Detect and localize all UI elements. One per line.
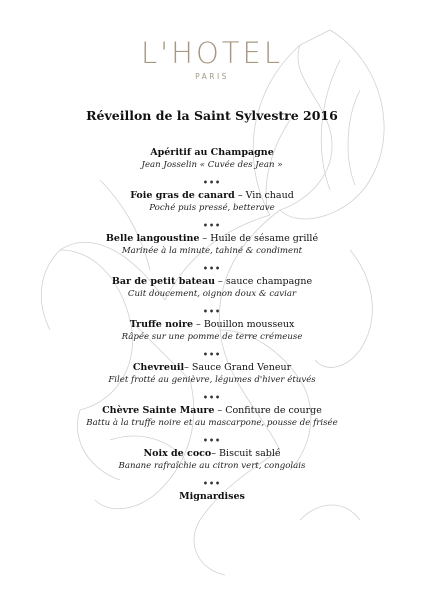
course-separator: ••• — [202, 478, 222, 488]
dish-accompaniment: – Huile de sésame grillé — [199, 233, 319, 244]
hotel-logo — [0, 38, 424, 81]
course-langoustine — [0, 232, 424, 258]
dish-accompaniment: – Sauce Grand Veneur — [184, 362, 292, 373]
course-mignardises: Mignardises — [179, 491, 245, 502]
course-separator: ••• — [202, 220, 222, 230]
dish-name: Belle langoustine — [105, 233, 200, 244]
course-noix-de-coco — [0, 447, 424, 473]
course-separator: ••• — [202, 349, 222, 359]
course-separator: ••• — [202, 435, 222, 445]
dish-name: Truffe noire — [129, 319, 194, 330]
course-separator: ••• — [202, 306, 222, 316]
menu-title: Réveillon de la Saint Sylvestre 2016 — [86, 108, 338, 123]
hotel-logo-wordmark: L'HOTEL — [141, 36, 283, 70]
dish-accompaniment: – Vin chaud — [234, 190, 294, 201]
dish-accompaniment: – Biscuit sablé — [211, 448, 281, 459]
course-separator: ••• — [202, 177, 222, 187]
dish-accompaniment: – Bouillon mousseux — [193, 319, 295, 330]
menu-list — [0, 146, 424, 503]
dish-note: Râpée sur une pomme de terre crémeuse — [121, 332, 303, 342]
dish-note: Filet frotté au genièvre, légumes d'hiver étuvés — [108, 375, 316, 385]
dish-note: Poché puis pressé, betterave — [149, 203, 275, 213]
dish-note: Banane rafraîchie au citron vert, congolais — [118, 461, 306, 471]
dish-accompaniment: – sauce champagne — [215, 276, 313, 287]
course-foie-gras — [0, 189, 424, 215]
course-chevreuil — [0, 361, 424, 387]
dish-name: Bar de petit bateau — [111, 276, 216, 287]
dish-name: Foie gras de canard — [130, 190, 235, 201]
dish-name: Chevreuil — [132, 362, 185, 373]
course-aperitif — [0, 146, 424, 172]
dish-name: Noix de coco — [143, 448, 212, 459]
hotel-logo-city: PARIS — [195, 72, 229, 81]
course-truffe — [0, 318, 424, 344]
dish-name: Apéritif au Champagne — [150, 147, 274, 158]
dish-note: Marinée à la minute, tahiné & condiment — [121, 246, 303, 256]
course-separator: ••• — [202, 263, 222, 273]
course-chevre — [0, 404, 424, 430]
dish-accompaniment: – Confiture de courge — [214, 405, 322, 416]
dish-note: Jean Josselin « Cuvée des Jean » — [141, 160, 283, 170]
dish-note: Cuit doucement, oignon doux & caviar — [127, 289, 297, 299]
dish-name: Chèvre Sainte Maure — [102, 405, 215, 416]
course-separator: ••• — [202, 392, 222, 402]
dish-note: Battu à la truffe noire et au mascarpone, pousse de frisée — [86, 418, 338, 428]
course-bar — [0, 275, 424, 301]
